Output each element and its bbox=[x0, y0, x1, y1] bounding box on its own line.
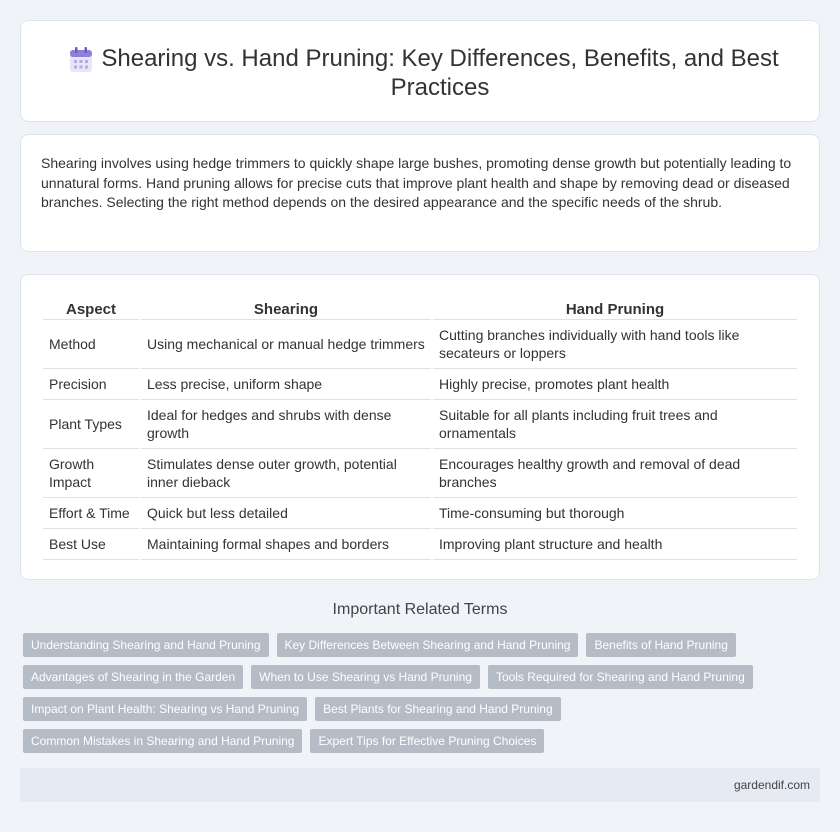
intro-paragraph: Shearing involves using hedge trimmers to quickly shape large bushes, promoting dense growth but potentially leading to unnatural forms. Hand pruning allows for precise cuts that improve plant health and shape by removing dead or diseased branches. Selecting the right method depends on the desired appearance and the specific needs of the shrub. bbox=[41, 155, 792, 210]
comparison-table bbox=[41, 291, 799, 560]
footer bbox=[20, 768, 820, 802]
table-row bbox=[43, 320, 797, 369]
table-row bbox=[43, 498, 797, 529]
table-row bbox=[43, 529, 797, 560]
related-term-tag[interactable]: When to Use Shearing vs Hand Pruning bbox=[251, 665, 480, 689]
table-cell: Method bbox=[43, 320, 139, 369]
related-term-tag[interactable]: Understanding Shearing and Hand Pruning bbox=[23, 633, 269, 657]
table-row bbox=[43, 449, 797, 498]
table-row bbox=[43, 369, 797, 400]
table-cell: Encourages healthy growth and removal of dead branches bbox=[433, 449, 797, 498]
table-cell: Quick but less detailed bbox=[141, 498, 431, 529]
footer-site-link[interactable]: gardendif.com bbox=[733, 778, 810, 792]
header-shearing: Shearing bbox=[141, 291, 431, 320]
table-header-row bbox=[43, 291, 797, 320]
table-cell: Maintaining formal shapes and borders bbox=[141, 529, 431, 560]
related-terms-list bbox=[23, 633, 823, 761]
related-term-tag[interactable]: Benefits of Hand Pruning bbox=[586, 633, 735, 657]
header-hand-pruning: Hand Pruning bbox=[433, 291, 797, 320]
related-term-tag[interactable]: Common Mistakes in Shearing and Hand Pruning bbox=[23, 729, 302, 753]
table-cell: Growth Impact bbox=[43, 449, 139, 498]
title-card bbox=[20, 20, 820, 122]
related-term-tag[interactable]: Advantages of Shearing in the Garden bbox=[23, 665, 243, 689]
table-cell: Stimulates dense outer growth, potential inner dieback bbox=[141, 449, 431, 498]
table-cell: Best Use bbox=[43, 529, 139, 560]
related-term-tag[interactable]: Best Plants for Shearing and Hand Pruning bbox=[315, 697, 560, 721]
related-term-tag[interactable]: Tools Required for Shearing and Hand Pruning bbox=[488, 665, 753, 689]
table-cell: Suitable for all plants including fruit trees and ornamentals bbox=[433, 400, 797, 449]
table-cell: Plant Types bbox=[43, 400, 139, 449]
table-cell: Improving plant structure and health bbox=[433, 529, 797, 560]
table-cell: Highly precise, promotes plant health bbox=[433, 369, 797, 400]
table-cell: Time-consuming but thorough bbox=[433, 498, 797, 529]
intro-card bbox=[20, 134, 820, 252]
table-row bbox=[43, 400, 797, 449]
table-cell: Ideal for hedges and shrubs with dense growth bbox=[141, 400, 431, 449]
related-term-tag[interactable]: Expert Tips for Effective Pruning Choices bbox=[310, 729, 544, 753]
table-cell: Precision bbox=[43, 369, 139, 400]
comparison-card bbox=[20, 274, 820, 580]
table-cell: Effort & Time bbox=[43, 498, 139, 529]
header-aspect: Aspect bbox=[43, 291, 139, 320]
related-terms-title: Important Related Terms bbox=[332, 601, 508, 618]
page-title: Shearing vs. Hand Pruning: Key Differences, Benefits, and Best Practices bbox=[101, 45, 779, 101]
table-cell: Using mechanical or manual hedge trimmers bbox=[141, 320, 431, 369]
related-term-tag[interactable]: Impact on Plant Health: Shearing vs Hand Pruning bbox=[23, 697, 307, 721]
table-cell: Less precise, uniform shape bbox=[141, 369, 431, 400]
related-term-tag[interactable]: Key Differences Between Shearing and Hand Pruning bbox=[277, 633, 579, 657]
table-cell: Cutting branches individually with hand tools like secateurs or loppers bbox=[433, 320, 797, 369]
